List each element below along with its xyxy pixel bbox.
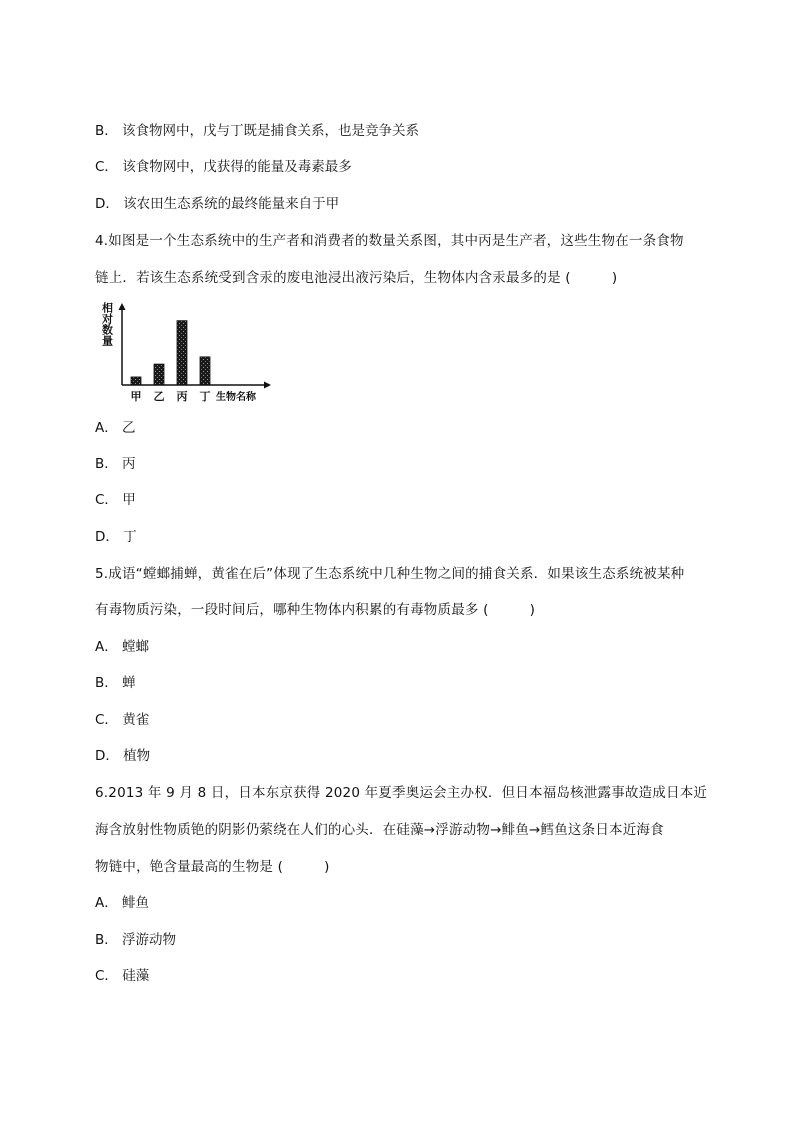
bar-2 bbox=[154, 364, 164, 385]
y-axis-arrow bbox=[119, 303, 126, 310]
q4-option-a: A． 乙 bbox=[95, 420, 136, 436]
q6-stem-line-3: 物链中，铯含量最高的生物是 ( ) bbox=[95, 859, 330, 875]
q4-stem-line-2: 链上．若该生态系统受到含汞的废电池浸出液污染后，生物体内含汞最多的是 ( ) bbox=[95, 270, 618, 286]
bar-4 bbox=[200, 357, 210, 385]
x-tick-label-3: 丙 bbox=[176, 390, 188, 403]
q6-option-c: C． 硅藻 bbox=[95, 968, 150, 984]
q3-option-b: B． 该食物网中，戊与丁既是捕食关系，也是竞争关系 bbox=[95, 123, 420, 139]
y-axis-label: 相对数量 bbox=[100, 302, 114, 346]
q5-option-b: B． 蝉 bbox=[95, 675, 136, 691]
q5-option-d: D． 植物 bbox=[95, 748, 151, 764]
q5-option-a: A． 螳螂 bbox=[95, 639, 150, 655]
q4-stem-line-1: 4.如图是一个生态系统中的生产者和消费者的数量关系图，其中丙是生产者，这些生物在一条食物 bbox=[95, 233, 684, 249]
bar-3 bbox=[177, 321, 187, 385]
q5-option-c: C． 黄雀 bbox=[95, 712, 150, 728]
q6-option-b: B． 浮游动物 bbox=[95, 932, 177, 948]
q5-stem-line-2: 有毒物质污染，一段时间后，哪种生物体内积累的有毒物质最多 ( ) bbox=[95, 602, 536, 618]
q6-stem-line-1: 6.2013 年 9 月 8 日，日本东京获得 2020 年夏季奥运会主办权．但日本福岛核泄露事故造成日本近 bbox=[95, 785, 708, 801]
q4-option-d: D． 丁 bbox=[95, 529, 137, 545]
q4-option-b: B． 丙 bbox=[95, 456, 136, 472]
q4-option-c: C． 甲 bbox=[95, 492, 136, 508]
x-tick-label-1: 甲 bbox=[130, 390, 142, 403]
q5-stem-line-1: 5.成语“螳螂捕蝉，黄雀在后”体现了生态系统中几种生物之间的捕食关系．如果该生态系统被某种 bbox=[95, 566, 685, 582]
x-tick-label-2: 乙 bbox=[153, 390, 165, 403]
q6-option-a: A． 鲱鱼 bbox=[95, 895, 150, 911]
q6-stem-line-2: 海含放射性物质铯的阴影仍萦绕在人们的心头．在硅藻→浮游动物→鲱鱼→鳕鱼这条日本近海食 bbox=[95, 822, 664, 838]
q4-bar-chart bbox=[90, 302, 275, 408]
x-axis-arrow bbox=[264, 382, 271, 389]
bar-1 bbox=[131, 377, 141, 385]
x-tick-label-4: 丁 bbox=[199, 390, 211, 403]
q3-option-c: C． 该食物网中，戊获得的能量及毒素最多 bbox=[95, 159, 352, 175]
q3-option-d: D． 该农田生态系统的最终能量来自于甲 bbox=[95, 196, 340, 212]
x-axis-label: 生物名称 bbox=[216, 392, 256, 403]
